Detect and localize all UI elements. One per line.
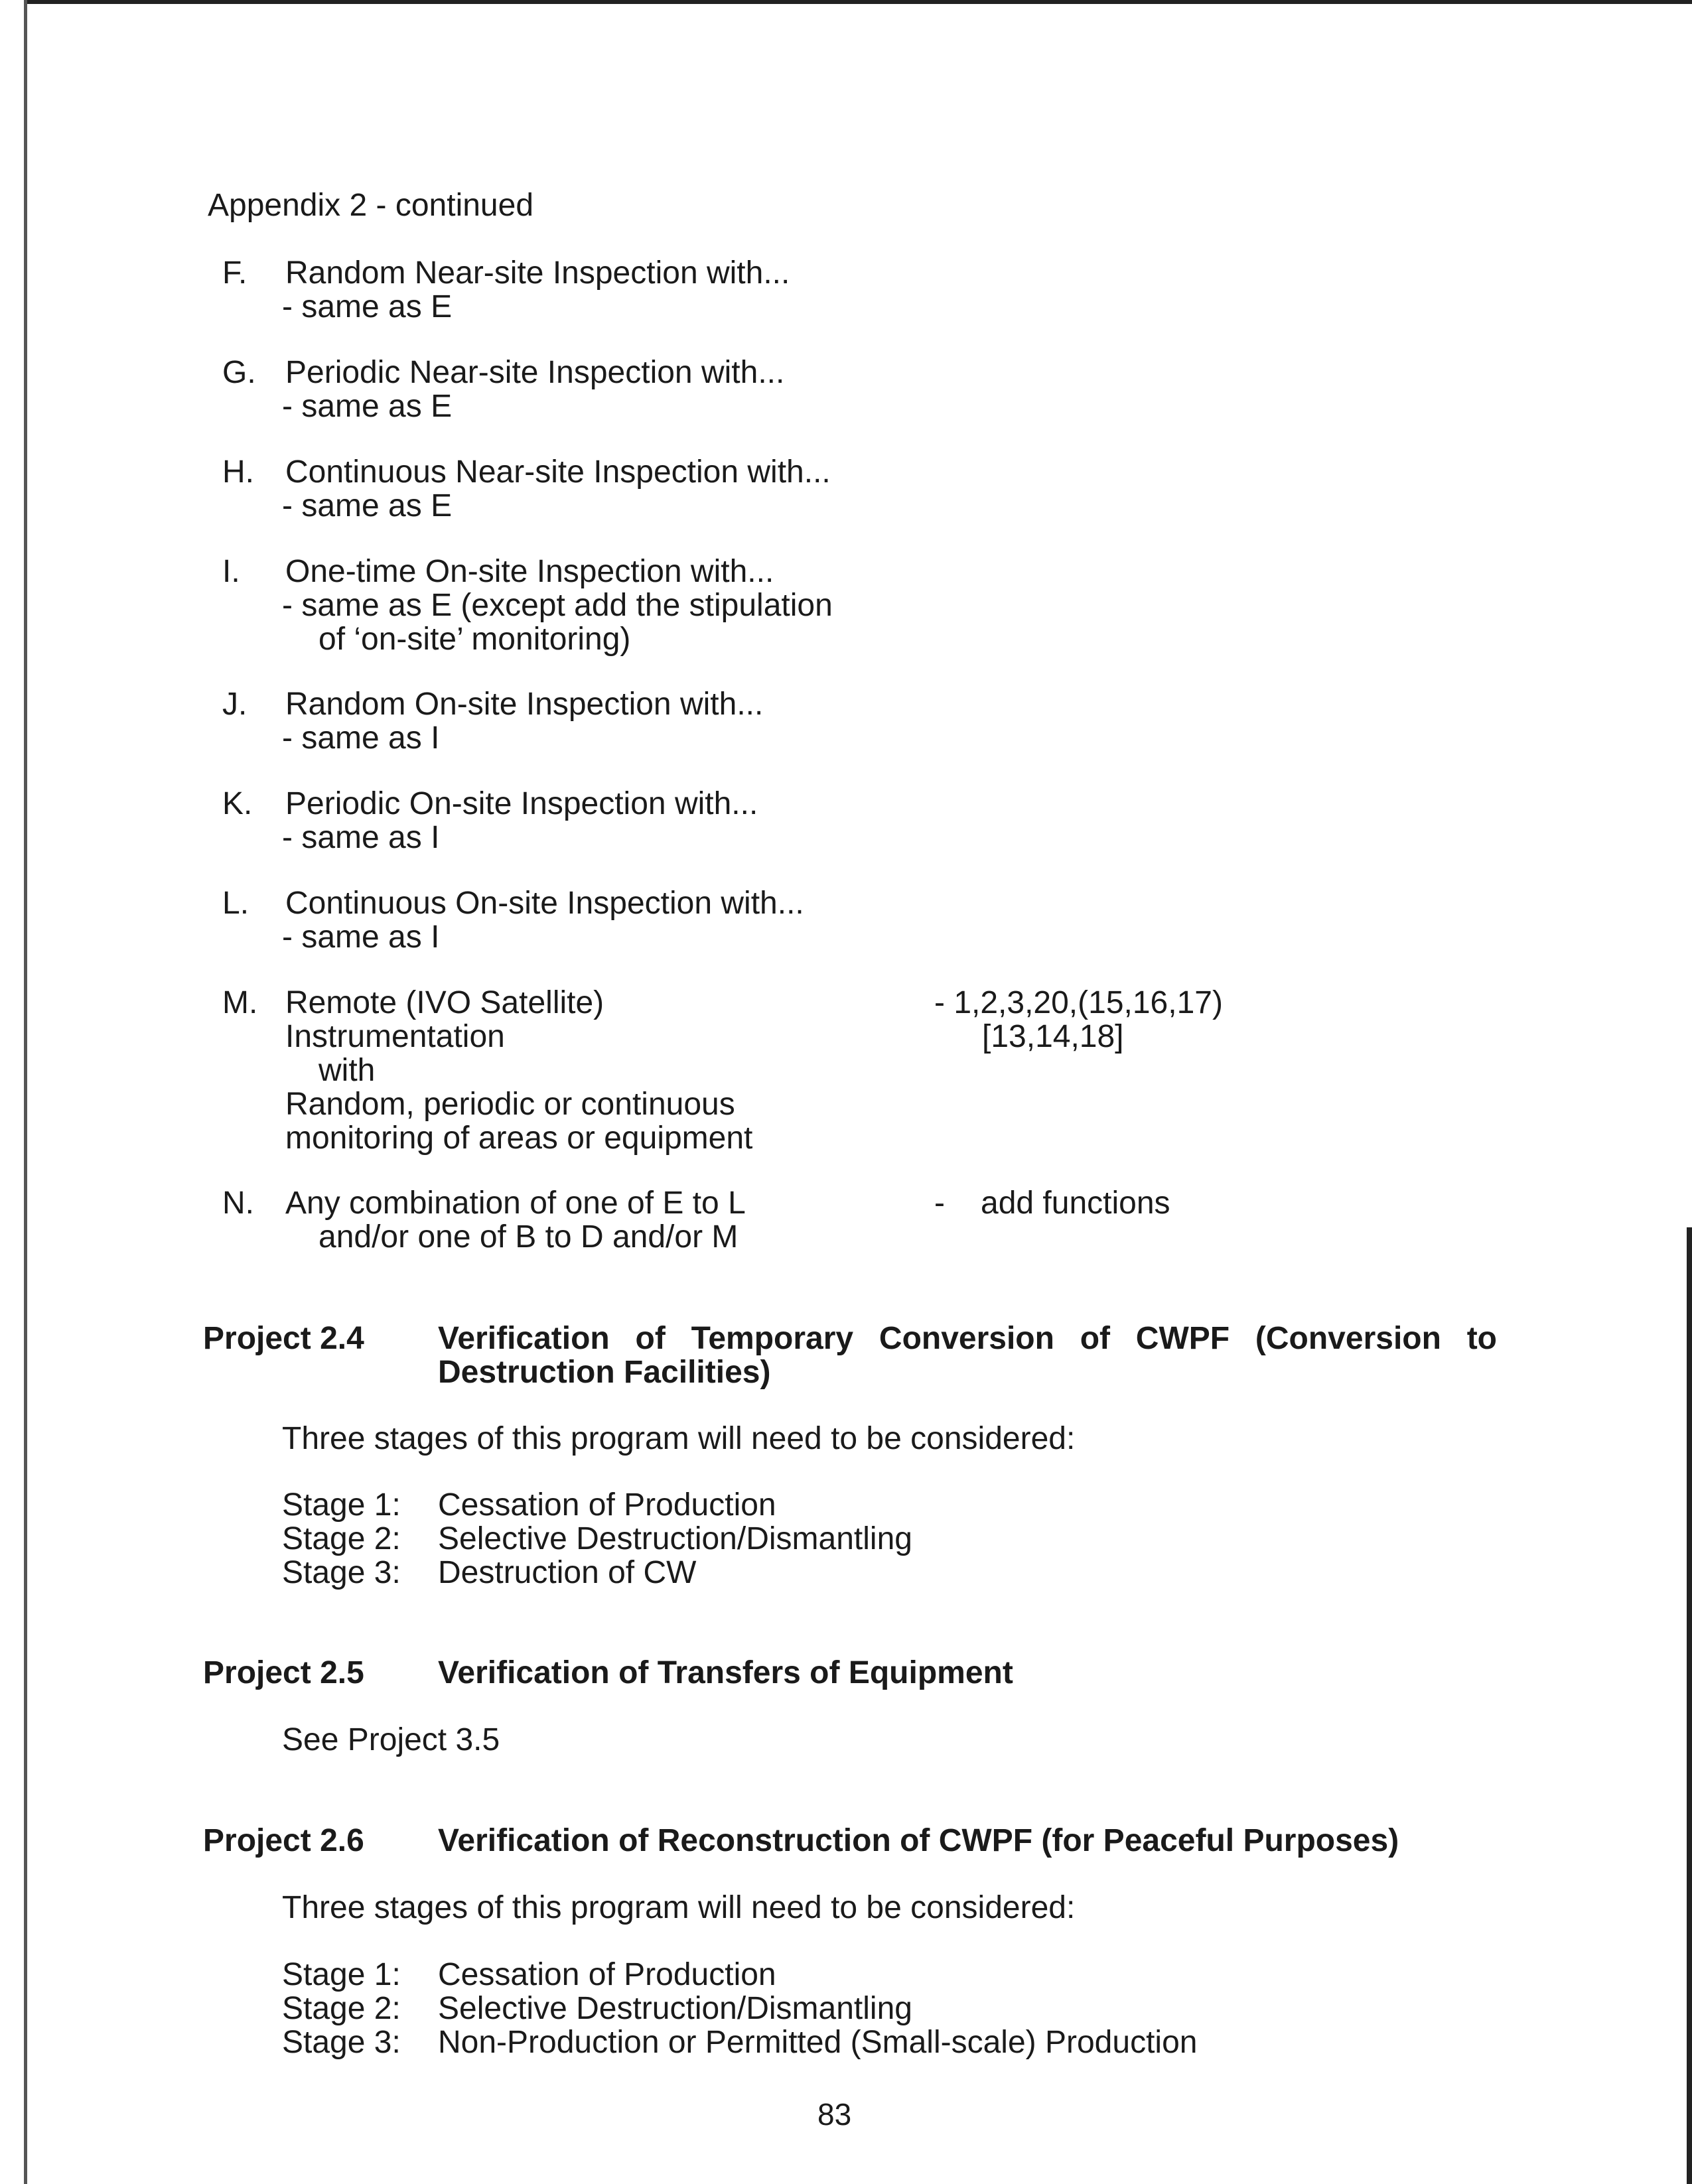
item-line-l: - same as I — [282, 920, 440, 955]
project-2-4-stage-2-text: Selective Destruction/Dismantling — [438, 1521, 912, 1556]
item-letter-m: M. — [222, 985, 258, 1020]
item-title-f: Random Near-site Inspection with... — [285, 255, 790, 291]
project-2-4-number: Project 2.4 — [203, 1321, 364, 1356]
project-2-4-stage-1-label: Stage 1: — [282, 1487, 401, 1523]
project-2-5-text: See Project 3.5 — [282, 1722, 500, 1757]
item-letter-n: N. — [222, 1186, 254, 1221]
item-line-m-4: monitoring of areas or equipment — [285, 1121, 753, 1156]
page-number: 83 — [817, 2097, 852, 2132]
project-2-6-title: Verification of Reconstruction of CWPF (for Peaceful Purposes) — [438, 1823, 1399, 1858]
project-2-4-stage-3-label: Stage 3: — [282, 1555, 401, 1590]
appendix-title: Appendix 2 - continued — [208, 188, 534, 223]
project-2-6-stage-3-text: Non-Production or Permitted (Small-scale) Production — [438, 2025, 1198, 2060]
scan-edge-left — [24, 0, 27, 2184]
project-2-6-stage-1-label: Stage 1: — [282, 1957, 401, 1992]
item-line-f: - same as E — [282, 289, 453, 324]
item-ref-m-2: [13,14,18] — [982, 1019, 1124, 1054]
item-title-l: Continuous On-site Inspection with... — [285, 886, 804, 921]
item-line-h: - same as E — [282, 488, 453, 523]
item-letter-f: F. — [222, 255, 247, 291]
project-2-6-stage-3-label: Stage 3: — [282, 2025, 401, 2060]
project-2-5-number: Project 2.5 — [203, 1655, 364, 1690]
item-line-m-2: with — [318, 1053, 376, 1088]
item-line-i-2: of ‘on-site’ monitoring) — [318, 622, 631, 657]
item-line-n: and/or one of B to D and/or M — [318, 1219, 739, 1255]
project-2-4-intro: Three stages of this program will need to be considered: — [282, 1421, 1076, 1456]
item-ref-m-1: - 1,2,3,20,(15,16,17) — [934, 985, 1223, 1020]
item-title-i: One-time On-site Inspection with... — [285, 554, 774, 589]
item-line-i-1: - same as E (except add the stipulation — [282, 588, 833, 623]
item-title-h: Continuous Near-site Inspection with... — [285, 454, 831, 490]
project-2-5-title: Verification of Transfers of Equipment — [438, 1655, 1013, 1690]
item-line-m-3: Random, periodic or continuous — [285, 1087, 735, 1122]
project-2-4-title-line1: Verification of Temporary Conversion of CWPF (Conversion to — [438, 1321, 1497, 1356]
item-letter-g: G. — [222, 355, 256, 390]
project-2-6-intro: Three stages of this program will need to be considered: — [282, 1890, 1076, 1925]
item-ref-n-dash: - — [934, 1186, 945, 1221]
item-title-n: Any combination of one of E to L — [285, 1186, 746, 1221]
item-title-k: Periodic On-site Inspection with... — [285, 786, 758, 821]
scan-edge-right — [1687, 1227, 1692, 2184]
item-line-k: - same as I — [282, 820, 440, 855]
project-2-6-stage-2-text: Selective Destruction/Dismantling — [438, 1991, 912, 2026]
item-letter-h: H. — [222, 454, 254, 490]
item-line-m-1: Instrumentation — [285, 1019, 505, 1054]
project-2-4-stage-3-text: Destruction of CW — [438, 1555, 697, 1590]
item-letter-i: I. — [222, 554, 240, 589]
project-2-4-stage-1-text: Cessation of Production — [438, 1487, 776, 1523]
item-letter-j: J. — [222, 687, 247, 722]
item-line-g: - same as E — [282, 389, 453, 424]
item-title-m: Remote (IVO Satellite) — [285, 985, 604, 1020]
item-letter-l: L. — [222, 886, 249, 921]
item-letter-k: K. — [222, 786, 253, 821]
item-line-j: - same as I — [282, 720, 440, 756]
item-ref-n-text: add functions — [981, 1186, 1170, 1221]
item-title-j: Random On-site Inspection with... — [285, 687, 764, 722]
project-2-6-stage-1-text: Cessation of Production — [438, 1957, 776, 1992]
project-2-6-number: Project 2.6 — [203, 1823, 364, 1858]
item-title-g: Periodic Near-site Inspection with... — [285, 355, 785, 390]
project-2-4-stage-2-label: Stage 2: — [282, 1521, 401, 1556]
scan-edge-top — [27, 0, 1692, 4]
project-2-6-stage-2-label: Stage 2: — [282, 1991, 401, 2026]
project-2-4-title-line2: Destruction Facilities) — [438, 1355, 771, 1390]
